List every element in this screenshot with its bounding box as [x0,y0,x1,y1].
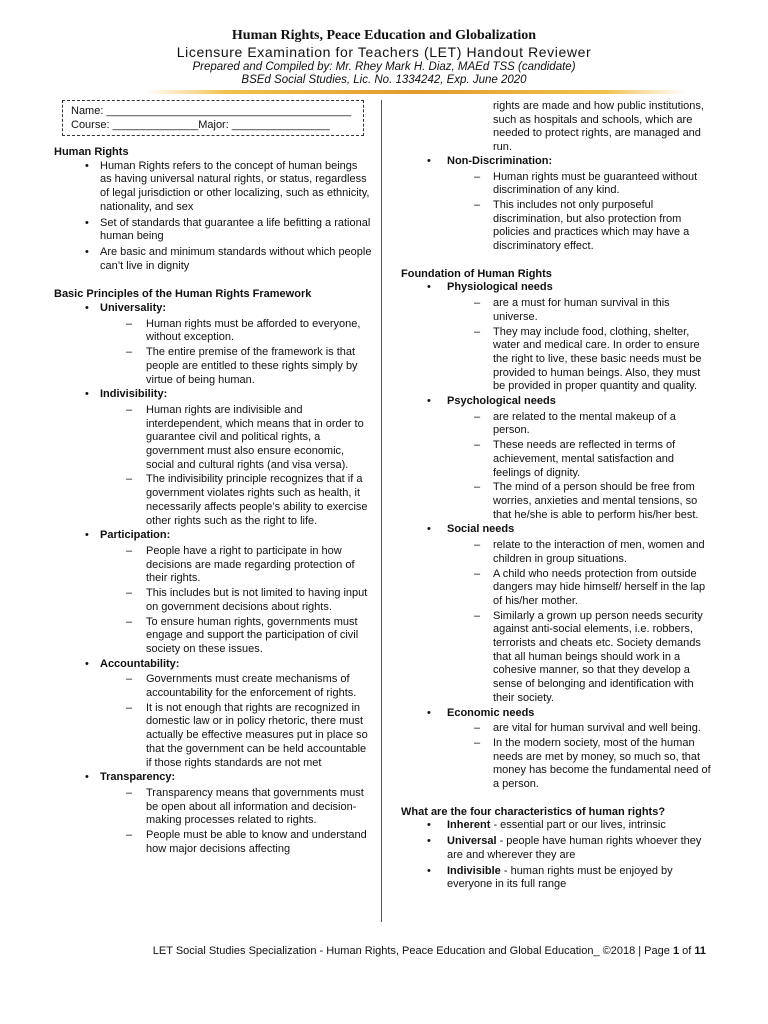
list-item: – Human rights are indivisible and interdependent, which means that in order to guarantee civil and political rights, a government must also ensure economic, social and cultural rights (and visa versa). [54,404,372,473]
column-divider [381,100,382,922]
list-item: – It is not enough that rights are recognized in domestic law or in policy rhetoric, there must actually be effective measures put in place so that the government can be held accountable if those rights standards are not met [54,702,372,771]
course-major-field[interactable]: Course: ______________Major: ________________ [71,119,330,131]
section-four-characteristics: What are the four characteristics of human rights? [401,805,666,818]
human-rights-list [54,160,372,274]
list-item: – Transparency means that governments must be open about all information and decision-making processes related to rights. [54,787,372,828]
list-item: – The entire premise of the framework is that people are entitled to these rights simply by virtue of being human. [54,346,372,387]
list-item: – To ensure human rights, governments must engage and support the participation of civil society on these issues. [54,616,372,657]
principle-accountability: • Accountability: [54,658,372,672]
student-info-box [62,100,364,136]
characteristic-inherent: • Inherent - essential part or our lives, intrinsic [401,819,711,833]
list-item: – are a must for human survival in this universe. [401,297,711,324]
document-title: Human Rights, Peace Education and Globalization [231,28,537,43]
need-psychological: • Psychological needs [401,395,711,409]
page-header [0,28,768,87]
list-item: • Human Rights refers to the concept of human beings as having universal natural rights, or status, regardless of legal jurisdiction or other localizing, such as ethnicity, nationality, and sex [54,160,372,215]
list-item: – Governments must create mechanisms of accountability for the enforcement of rights. [54,673,372,700]
list-item: – These needs are reflected in terms of achievement, mental satisfaction and feelings of dignity. [401,439,711,480]
compiled-by: Prepared and Compiled by: Mr. Rhey Mark H. Diaz, MAEd TSS (candidate) [192,61,576,73]
list-item: – The indivisibility principle recognizes that if a government violates rights such as health, it necessarily affects people’s ability to exercise other rights such as the right to life. [54,473,372,528]
list-item: – This includes but is not limited to having input on government decisions about rights. [54,587,372,614]
section-basic-principles: Basic Principles of the Human Rights Framework [54,288,312,301]
needs-list [401,281,711,791]
page-footer: LET Social Studies Specialization - Human Rights, Peace Education and Global Education_ ©2018 | Page 1 of 11 [152,945,706,957]
list-item: – are related to the mental makeup of a person. [401,411,711,438]
principle-participation: • Participation: [54,529,372,543]
document-subtitle: Licensure Examination for Teachers (LET) Handout Reviewer [176,44,592,60]
need-economic: • Economic needs [401,707,711,721]
list-item: – In the modern society, most of the human needs are met by money, so much so, that money has become the fundamental need of a person. [401,737,711,792]
characteristics-list [401,819,711,892]
right-column [401,100,711,894]
list-item: – They may include food, clothing, shelter, water and medical care. In order to ensure the right to live, these basic needs must be provided to human beings. Also, they must be provided in proper quantity and quality. [401,326,711,395]
list-item: – This includes not only purposeful discrimination, but also protection from policies and practices which may have a discriminatory effect. [401,199,711,254]
header-rule [146,90,686,94]
section-human-rights: Human Rights [54,146,129,158]
list-item: – People have a right to participate in how decisions are made regarding protection of their rights. [54,545,372,586]
page-number: 1 [672,945,680,957]
list-item: • Are basic and minimum standards without which people can’t live in dignity [54,246,372,273]
list-item: – Human rights must be guaranteed without discrimination of any kind. [401,171,711,198]
need-physiological: • Physiological needs [401,281,711,295]
list-item: – A child who needs protection from outside dangers may hide himself/ herself in the lap of his/her mother. [401,568,711,609]
principle-transparency: • Transparency: [54,771,372,785]
left-column [54,100,372,857]
section-foundation: Foundation of Human Rights [401,267,552,280]
principles-list [54,302,372,856]
list-item: – People must be able to know and understand how major decisions affecting [54,829,372,856]
list-item: – Human rights must be afforded to everyone, without exception. [54,318,372,345]
principle-universality: • Universality: [54,302,372,316]
page-total: 11 [694,945,706,957]
characteristic-indivisible: • Indivisible - human rights must be enjoyed by everyone in its full range [401,865,711,892]
list-item: – are vital for human survival and well being. [401,722,711,736]
list-item: – relate to the interaction of men, women and children in group situations. [401,539,711,566]
footer-text: LET Social Studies Specialization - Human Rights, Peace Education and Global Education_ ©2018 | Page [152,945,673,957]
list-item: – The mind of a person should be free from worries, anxieties and mental tensions, so that he/she is able to perform his/her best. [401,481,711,522]
list-item: – Similarly a grown up person needs security against anti-social elements, i.e. robbers, terrorists and cheats etc. Society demands that all human beings should work in a cohesive manner, so that they develop a sense of belonging and identification with their society. [401,610,711,706]
non-discrimination-list [401,155,711,254]
author-credentials: BSEd Social Studies, Lic. No. 1334242, Exp. June 2020 [241,74,527,86]
principle-indivisibility: • Indivisibility: [54,388,372,402]
continuation-text: rights are made and how public institutions, such as hospitals and schools, which are needed to protect rights, are managed and run. [493,100,704,154]
principle-non-discrimination: • Non-Discrimination: [401,155,711,169]
need-social: • Social needs [401,523,711,537]
name-field[interactable]: Name: ________________________________________ [71,105,352,117]
list-item: • Set of standards that guarantee a life befitting a rational human being [54,217,372,244]
characteristic-universal: • Universal - people have human rights whoever they are and wherever they are [401,835,711,862]
